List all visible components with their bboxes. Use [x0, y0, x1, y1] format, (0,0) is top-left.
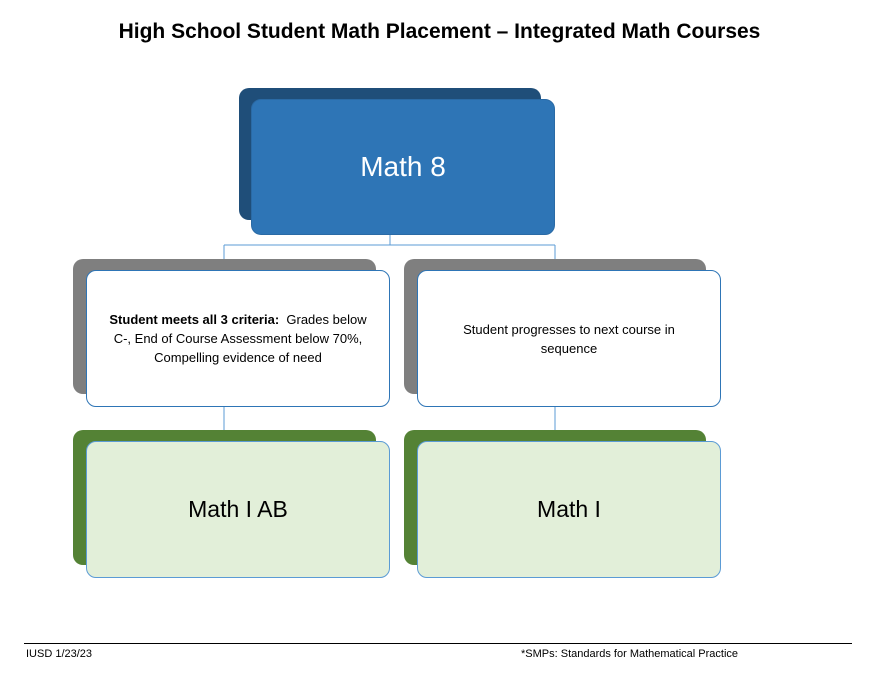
- criteria-node-left: [86, 270, 390, 407]
- footer-note: *SMPs: Standards for Mathematical Practice: [521, 648, 739, 660]
- footer-date-label: IUSD 1/23/23: [26, 648, 93, 660]
- footer-divider: [24, 643, 852, 644]
- course-node-math-i: [417, 441, 721, 578]
- criteria-node-right: [417, 270, 721, 407]
- criteria-left-text: [101, 310, 375, 367]
- course-node-math-i-ab: [86, 441, 390, 578]
- criteria-left-bold: Student meets all 3 criteria:: [109, 312, 280, 327]
- course-left-label: Math I AB: [188, 496, 288, 522]
- criteria-left-detail: Grades below C-, End of Course Assessment below 70%, Compelling evidence of need: [113, 312, 367, 365]
- criteria-right-text: Student progresses to next course in sequence: [463, 321, 675, 356]
- course-right-label: Math I: [537, 496, 601, 522]
- root-node-label: Math 8: [360, 151, 446, 182]
- page-title: High School Student Math Placement – Integrated Math Courses: [118, 20, 761, 43]
- root-node-math-8: [251, 99, 555, 235]
